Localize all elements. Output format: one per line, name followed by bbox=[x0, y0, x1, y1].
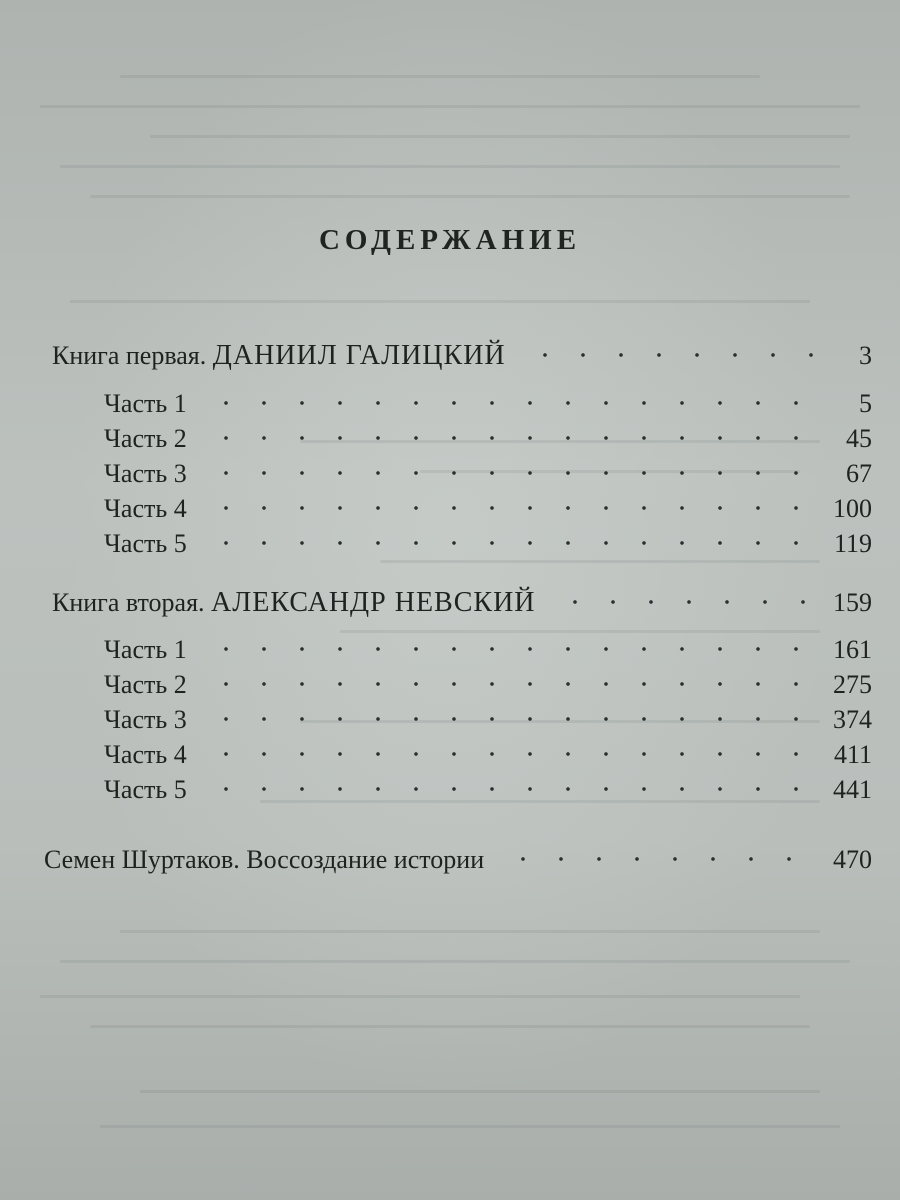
page-number: 411 bbox=[833, 740, 872, 769]
toc-entry-label: Часть 4 bbox=[104, 740, 187, 769]
page-number: 275 bbox=[833, 670, 872, 699]
show-through-line bbox=[120, 75, 760, 78]
toc-entry-label: Семен Шуртаков. Воссоздание истории bbox=[44, 845, 485, 874]
toc-entry-label: Часть 3 bbox=[104, 705, 187, 734]
leader-dots bbox=[197, 540, 822, 546]
show-through-line bbox=[340, 630, 820, 633]
toc-entry-part bbox=[104, 634, 872, 666]
toc-entry-label: Часть 2 bbox=[104, 424, 187, 453]
page-number: 470 bbox=[833, 845, 872, 874]
page-number: 3 bbox=[859, 341, 872, 370]
toc-entry-label: Часть 1 bbox=[104, 635, 187, 664]
show-through-line bbox=[100, 1125, 840, 1128]
toc-entry-part bbox=[104, 774, 872, 806]
page-title: СОДЕРЖАНИЕ bbox=[318, 224, 582, 256]
toc-entry-part bbox=[104, 669, 872, 701]
show-through-line bbox=[40, 995, 800, 998]
show-through-line bbox=[140, 1090, 820, 1093]
show-through-line bbox=[60, 165, 840, 168]
book-name: ДАНИИЛ ГАЛИЦКИЙ bbox=[212, 340, 506, 371]
toc-entry-part bbox=[104, 528, 872, 560]
leader-dots bbox=[197, 400, 822, 406]
show-through-line bbox=[150, 135, 850, 138]
toc-entry-label: Часть 4 bbox=[104, 494, 187, 523]
leader-dots bbox=[516, 352, 822, 358]
leader-dots bbox=[197, 435, 822, 441]
toc-entry-part bbox=[104, 458, 872, 490]
book-name: АЛЕКСАНДР НЕВСКИЙ bbox=[211, 587, 536, 618]
toc-entry-label: Часть 2 bbox=[104, 670, 187, 699]
toc-entry-label bbox=[52, 587, 536, 619]
show-through-line bbox=[120, 930, 820, 933]
page-number: 100 bbox=[833, 494, 872, 523]
toc-entry-book-one bbox=[52, 340, 872, 372]
page-number: 45 bbox=[846, 424, 872, 453]
page-number: 159 bbox=[833, 588, 872, 617]
leader-dots bbox=[494, 856, 822, 862]
book-prefix: Книга вторая. bbox=[52, 588, 205, 617]
toc-entry-part bbox=[104, 704, 872, 736]
toc-entry-part bbox=[104, 739, 872, 771]
leader-dots bbox=[197, 751, 822, 757]
leader-dots bbox=[197, 716, 822, 722]
show-through-line bbox=[90, 195, 850, 198]
page-number: 119 bbox=[833, 529, 872, 558]
leader-dots bbox=[197, 505, 822, 511]
leader-dots bbox=[197, 786, 822, 792]
toc-entry-label: Часть 5 bbox=[104, 529, 187, 558]
leader-dots bbox=[197, 646, 822, 652]
toc-entry-part bbox=[104, 423, 872, 455]
show-through-line bbox=[70, 300, 810, 303]
page-number: 67 bbox=[846, 459, 872, 488]
page-number: 374 bbox=[833, 705, 872, 734]
leader-dots bbox=[197, 470, 822, 476]
toc-entry-afterword bbox=[44, 844, 872, 876]
show-through-line bbox=[90, 1025, 810, 1028]
book-prefix: Книга первая. bbox=[52, 341, 207, 370]
leader-dots bbox=[197, 681, 822, 687]
toc-entry-label bbox=[52, 340, 506, 372]
toc-entry-part bbox=[104, 388, 872, 420]
toc-entry-label: Часть 1 bbox=[104, 389, 187, 418]
leader-dots bbox=[546, 599, 822, 605]
show-through-line bbox=[380, 560, 820, 563]
show-through-line bbox=[40, 105, 860, 108]
page-number: 5 bbox=[859, 389, 872, 418]
page-number: 161 bbox=[833, 635, 872, 664]
page-number: 441 bbox=[833, 775, 872, 804]
toc-entry-label: Часть 3 bbox=[104, 459, 187, 488]
toc-entry-book-two bbox=[52, 587, 872, 619]
toc-entry-label: Часть 5 bbox=[104, 775, 187, 804]
toc-entry-part bbox=[104, 493, 872, 525]
show-through-line bbox=[60, 960, 850, 963]
